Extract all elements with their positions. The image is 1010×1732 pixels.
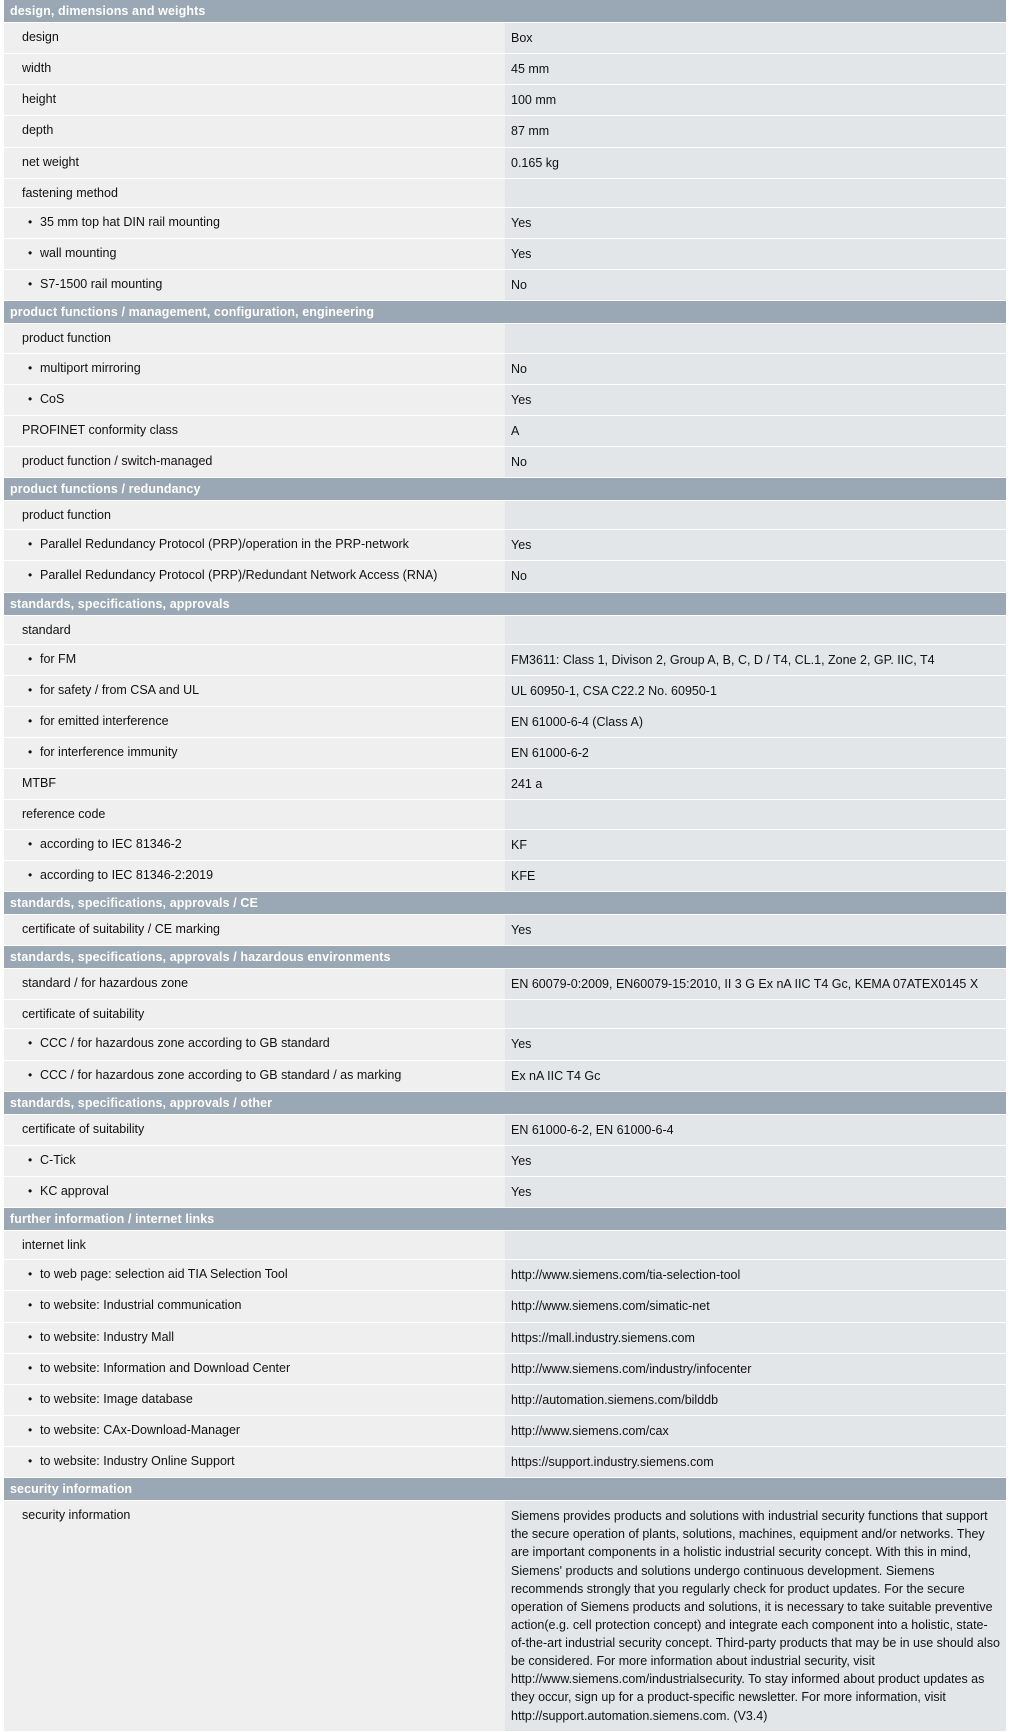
row-label-text: certificate of suitability [22, 1007, 145, 1022]
table-row [4, 561, 1006, 592]
row-label-text: • according to IEC 81346-2 [10, 837, 182, 851]
row-label-text: • S7-1500 rail mounting [10, 277, 162, 291]
row-value-text: Yes [511, 1153, 532, 1168]
row-label [4, 644, 505, 675]
row-label-text: • to website: Industry Online Support [10, 1454, 235, 1468]
row-label [4, 1384, 505, 1415]
section-header-label: standards, specifications, approvals [4, 592, 1006, 615]
row-value [505, 147, 1006, 178]
table-row [4, 384, 1006, 415]
row-value [505, 615, 1006, 644]
table-row [4, 969, 1006, 1000]
row-value [505, 446, 1006, 477]
row-value [505, 969, 1006, 1000]
row-label [4, 415, 505, 446]
row-value [505, 769, 1006, 800]
row-label [4, 178, 505, 207]
row-label-text: net weight [22, 154, 79, 169]
row-label-text: • for safety / from CSA and UL [10, 683, 199, 697]
row-value [505, 1029, 1006, 1060]
table-row [4, 501, 1006, 530]
row-label [4, 1114, 505, 1145]
row-label-text: standard [22, 622, 71, 637]
row-label-text: • CCC / for hazardous zone according to GB standard / as marking [10, 1068, 401, 1082]
row-label [4, 1029, 505, 1060]
row-value-text: EN 60079-0:2009, EN60079-15:2010, II 3 G Ex nA IIC T4 Gc, KEMA 07ATEX0145 X [511, 977, 979, 991]
row-label-text: fastening method [22, 185, 118, 200]
row-label [4, 353, 505, 384]
row-label-text: • to website: Industry Mall [10, 1330, 174, 1344]
row-value [505, 1322, 1006, 1353]
row-label-text: • C-Tick [10, 1153, 76, 1167]
row-label-text: certificate of suitability [22, 1121, 145, 1136]
section-header-label: product functions / management, configuration, engineering [4, 301, 1006, 324]
row-value-text: 0.165 kg [511, 155, 559, 170]
section-header-label: standards, specifications, approvals / other [4, 1091, 1006, 1114]
row-value [505, 1260, 1006, 1291]
row-value [505, 1231, 1006, 1260]
section-header-label: further information / internet links [4, 1208, 1006, 1231]
table-row [4, 738, 1006, 769]
row-value-text: KFE [511, 868, 536, 883]
row-label-text: product function [22, 508, 111, 522]
row-value-text: 100 mm [511, 93, 557, 108]
row-value-text: Yes [511, 215, 532, 230]
row-label [4, 707, 505, 738]
section-header-label: standards, specifications, approvals / hazardous environments [4, 946, 1006, 969]
row-value [505, 415, 1006, 446]
section-header-row [4, 478, 1006, 501]
row-value [505, 1291, 1006, 1322]
row-value [505, 829, 1006, 860]
row-label [4, 85, 505, 116]
row-label [4, 501, 505, 530]
row-value-text: Ex nA IIC T4 Gc [511, 1068, 601, 1083]
row-value [505, 530, 1006, 561]
row-label [4, 1291, 505, 1322]
row-value [505, 1447, 1006, 1478]
table-row [4, 207, 1006, 238]
row-value [505, 800, 1006, 829]
row-value [505, 384, 1006, 415]
row-value [505, 860, 1006, 891]
table-row [4, 415, 1006, 446]
row-label [4, 54, 505, 85]
row-label-text: reference code [22, 807, 106, 822]
section-header-row [4, 0, 1006, 23]
row-label [4, 738, 505, 769]
row-value-text: No [511, 278, 527, 293]
row-value-text: https://mall.industry.siemens.com [511, 1330, 695, 1345]
row-label [4, 829, 505, 860]
row-value-text: Yes [511, 1184, 532, 1199]
row-value [505, 239, 1006, 270]
row-label [4, 446, 505, 477]
row-label-text: • to web page: selection aid TIA Selection Tool [10, 1267, 288, 1281]
specifications-table [4, 0, 1006, 1732]
row-value-text: EN 61000-6-2, EN 61000-6-4 [511, 1122, 674, 1137]
row-label [4, 1000, 505, 1029]
row-label [4, 969, 505, 1000]
row-label [4, 1260, 505, 1291]
row-value [505, 561, 1006, 592]
row-label-text: • CoS [10, 392, 64, 406]
row-label-text: PROFINET conformity class [22, 422, 179, 437]
row-value [505, 1501, 1006, 1732]
row-value-text: http://www.siemens.com/simatic-net [511, 1299, 710, 1314]
row-value-text [511, 185, 1000, 201]
row-value [505, 501, 1006, 530]
table-row [4, 1231, 1006, 1260]
row-label [4, 561, 505, 592]
row-label [4, 1415, 505, 1446]
row-label-text: MTBF [22, 776, 57, 791]
row-value-text: http://www.siemens.com/cax [511, 1423, 669, 1438]
row-value [505, 707, 1006, 738]
row-label-text: • KC approval [10, 1184, 109, 1198]
section-header-row [4, 891, 1006, 914]
table-row [4, 324, 1006, 353]
row-label-text: standard / for hazardous zone [22, 976, 189, 990]
row-label-text: certificate of suitability / CE marking [22, 921, 220, 936]
row-label [4, 1322, 505, 1353]
row-label [4, 1353, 505, 1384]
row-label [4, 1231, 505, 1260]
row-label [4, 207, 505, 238]
section-header-row [4, 946, 1006, 969]
section-header-label: standards, specifications, approvals / CE [4, 891, 1006, 914]
row-value-text: 45 mm [511, 62, 550, 77]
row-label-text: design [22, 30, 59, 44]
row-value [505, 85, 1006, 116]
table-row [4, 1145, 1006, 1176]
row-label [4, 1501, 505, 1732]
row-value-text: No [511, 361, 527, 376]
table-row [4, 1060, 1006, 1091]
row-label-text: • for emitted interference [10, 714, 169, 728]
row-label [4, 1447, 505, 1478]
row-label [4, 23, 505, 54]
table-row [4, 147, 1006, 178]
row-value-text: EN 61000-6-4 (Class A) [511, 715, 644, 729]
table-row [4, 23, 1006, 54]
table-row [4, 1114, 1006, 1145]
row-value-text: Siemens provides products and solutions with industrial security functions that support the secure operation of plants, solutions, machines, equipment and/or networks. They are important components in a holistic industrial security concept. With this in mind, Siemens' products and solutions undergo continuous development. Siemens recommends strongly that you regularly check for product updates. For the secure operation of Siemens products and solutions, it is necessary to take suitable preventive action(e.g. cell protection concept) and integrate each component into a holistic, state-of-the-art industrial security concept. Third-party products that may be in use should also be considered. For more information about industrial security, visit http://www.siemens.com/industrialsecurity. To stay informed about product updates as they occur, sign up for a product-specific newsletter. For more information, visit http://support.automation.siemens.com. (V3.4) [511, 1509, 1000, 1723]
row-value [505, 270, 1006, 301]
section-header-label: security information [4, 1478, 1006, 1501]
row-label-text: internet link [22, 1238, 86, 1252]
row-label-text: height [22, 92, 57, 107]
row-value-text [511, 507, 1000, 523]
row-value-text: Yes [511, 247, 532, 261]
table-row [4, 530, 1006, 561]
table-row [4, 1260, 1006, 1291]
row-label-text: security information [22, 1508, 131, 1523]
table-row [4, 644, 1006, 675]
row-label [4, 384, 505, 415]
table-row [4, 446, 1006, 477]
row-value [505, 353, 1006, 384]
row-label-text: • to website: Information and Download Center [10, 1361, 290, 1375]
row-value-text: Yes [511, 922, 532, 937]
row-label-text: product function [22, 331, 111, 346]
row-value-text: KF [511, 837, 527, 852]
table-row [4, 1447, 1006, 1478]
table-row [4, 1353, 1006, 1384]
row-label [4, 324, 505, 353]
table-row [4, 54, 1006, 85]
row-label-text: • for interference immunity [10, 745, 178, 759]
row-label [4, 1060, 505, 1091]
row-label [4, 270, 505, 301]
row-label-text: width [22, 61, 52, 76]
row-value [505, 23, 1006, 54]
table-row [4, 1384, 1006, 1415]
row-label [4, 239, 505, 270]
row-value [505, 1415, 1006, 1446]
row-label-text: • for FM [10, 652, 76, 666]
row-value-text: http://www.siemens.com/industry/infocenter [511, 1361, 752, 1376]
row-value [505, 1384, 1006, 1415]
section-header-row [4, 1478, 1006, 1501]
row-value [505, 644, 1006, 675]
row-label-text: • Parallel Redundancy Protocol (PRP)/Redundant Network Access (RNA) [10, 568, 437, 582]
row-value-text [511, 1006, 1000, 1022]
row-value [505, 207, 1006, 238]
row-value-text: Yes [511, 1037, 532, 1052]
row-value-text: http://www.siemens.com/tia-selection-tool [511, 1268, 741, 1283]
row-label [4, 116, 505, 147]
row-label-text: • to website: CAx-Download-Manager [10, 1423, 240, 1437]
table-row [4, 270, 1006, 301]
section-header-row [4, 301, 1006, 324]
row-label-text: • wall mounting [10, 246, 116, 260]
row-label [4, 615, 505, 644]
row-value [505, 1145, 1006, 1176]
row-label [4, 800, 505, 829]
row-value [505, 1060, 1006, 1091]
row-value [505, 116, 1006, 147]
row-value [505, 1176, 1006, 1207]
row-value-text [511, 330, 1000, 346]
table-row [4, 1291, 1006, 1322]
row-label [4, 914, 505, 945]
table-row [4, 707, 1006, 738]
table-row [4, 239, 1006, 270]
table-row [4, 860, 1006, 891]
section-header-label: design, dimensions and weights [4, 0, 1006, 23]
row-value-text [511, 622, 1000, 638]
row-value [505, 54, 1006, 85]
section-header-row [4, 1091, 1006, 1114]
row-value-text: A [511, 423, 520, 438]
row-value [505, 324, 1006, 353]
row-value-text: Yes [511, 538, 532, 553]
table-row [4, 1501, 1006, 1732]
row-value-text: Box [511, 31, 533, 45]
table-row [4, 116, 1006, 147]
row-value-text: EN 61000-6-2 [511, 746, 589, 761]
row-label-text: depth [22, 123, 54, 138]
table-row [4, 1029, 1006, 1060]
row-value-text: No [511, 454, 527, 469]
row-value [505, 1000, 1006, 1029]
row-value-text: 241 a [511, 777, 543, 792]
row-label-text: • to website: Image database [10, 1392, 193, 1406]
section-header-row [4, 592, 1006, 615]
row-value-text [511, 1237, 1000, 1253]
table-row [4, 85, 1006, 116]
row-value [505, 675, 1006, 706]
table-row [4, 829, 1006, 860]
row-label [4, 860, 505, 891]
row-label [4, 1176, 505, 1207]
row-label [4, 769, 505, 800]
row-label [4, 147, 505, 178]
row-label-text: product function / switch-managed [22, 453, 213, 468]
section-header-label: product functions / redundancy [4, 478, 1006, 501]
table-row [4, 769, 1006, 800]
table-row [4, 675, 1006, 706]
table-row [4, 800, 1006, 829]
row-value [505, 178, 1006, 207]
table-row [4, 1176, 1006, 1207]
table-row [4, 1415, 1006, 1446]
table-row [4, 1322, 1006, 1353]
row-value-text [511, 806, 1000, 822]
row-label-text: • CCC / for hazardous zone according to GB standard [10, 1036, 330, 1050]
row-value-text: https://support.industry.siemens.com [511, 1455, 714, 1469]
row-label-text: • Parallel Redundancy Protocol (PRP)/operation in the PRP-network [10, 537, 409, 551]
row-value-text: Yes [511, 392, 532, 407]
table-row [4, 353, 1006, 384]
row-value [505, 738, 1006, 769]
row-value [505, 1114, 1006, 1145]
row-label [4, 675, 505, 706]
row-value-text: FM3611: Class 1, Divison 2, Group A, B, C, D / T4, CL.1, Zone 2, GP. IIC, T4 [511, 652, 935, 667]
row-label-text: • 35 mm top hat DIN rail mounting [10, 215, 220, 229]
row-value-text: No [511, 569, 527, 584]
row-value-text: http://automation.siemens.com/bilddb [511, 1392, 719, 1407]
row-label [4, 530, 505, 561]
table-row [4, 615, 1006, 644]
row-value [505, 1353, 1006, 1384]
table-row [4, 1000, 1006, 1029]
row-value-text: 87 mm [511, 124, 550, 139]
row-label [4, 1145, 505, 1176]
section-header-row [4, 1208, 1006, 1231]
row-label-text: • multiport mirroring [10, 361, 141, 375]
row-value-text: UL 60950-1, CSA C22.2 No. 60950-1 [511, 683, 717, 698]
specifications-body [4, 0, 1006, 1731]
row-label-text: • according to IEC 81346-2:2019 [10, 868, 213, 882]
row-label-text: • to website: Industrial communication [10, 1298, 241, 1312]
row-value [505, 914, 1006, 945]
table-row [4, 914, 1006, 945]
table-row [4, 178, 1006, 207]
